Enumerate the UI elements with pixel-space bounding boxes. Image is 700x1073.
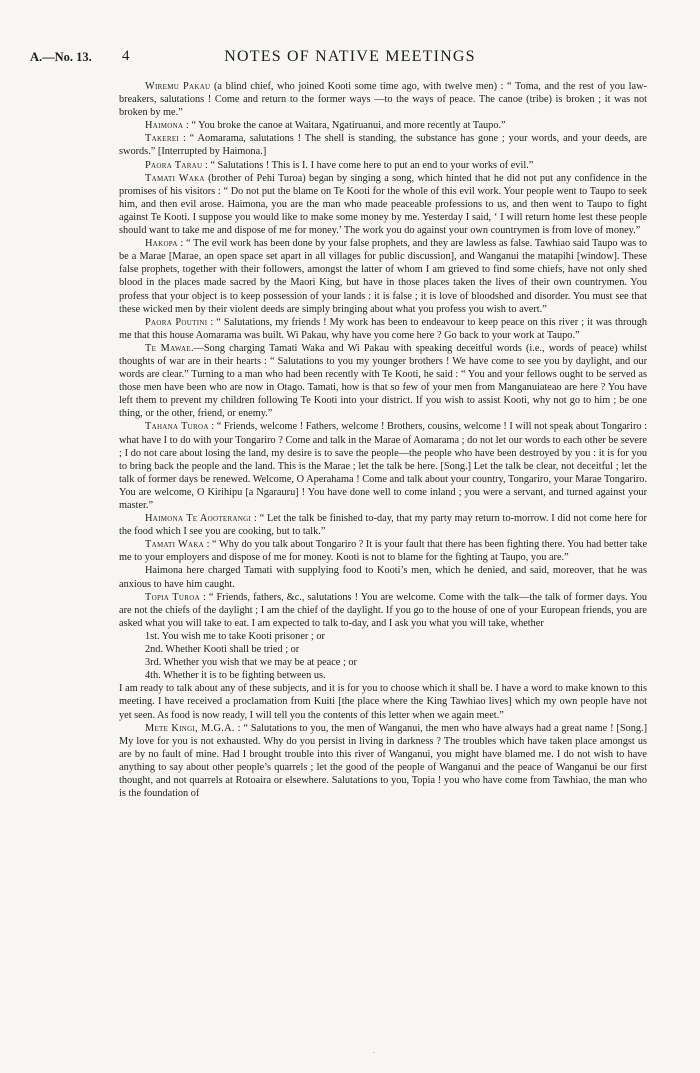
- paragraph-text: .—Song charging Tamati Waka and Wi Pakau with speaking deceitful words (i.e., words of peace) whilst thoughts of war are in their hearts : “ Salutations to you my younger brothers ! We have come to see you by daylight, and our words are clear.” Turning to a man who had been recently with Te Kooti, he said : “ You and your fellows ought to be served as those men have been who are now in Otago. Tamati, how is that so few of your men from Manganuiateao are here ? You have left them to prevent my children following Te Kooti into your district. If you wish to assist Kooti, why not go to him ; be one thing, or the other, friend, or enemy.”: [119, 342, 648, 420]
- paragraph: [119, 237, 647, 316]
- paragraph-text: (brother of Pehi Turoa) began by singing a song, which hinted that he did not put any confidence in the promises of his visitors : “ Do not put the blame on Te Kooti for the whole of this evil work. Your people went to Taupo to seek him, and then evil arose. Haimona, you are the man who made peaceable professions to us, and then went to Taupo to fight against Te Kooti. I suppose you would like to make some money by me. Yesterday I said, ‘ I will return home lest these people should want to take me and dispose of me for money.’ The work you do against your own countrymen is from love of money.”: [119, 172, 647, 237]
- paragraph: [119, 132, 647, 158]
- paragraph: [119, 512, 647, 538]
- paragraph: [119, 420, 647, 512]
- list-item: 4th. Whether it is to be fighting between us.: [145, 670, 326, 682]
- paragraph: [119, 119, 647, 132]
- paragraph-text: : “ The evil work has been done by your false prophets, and they are lawless as false. Tawhiao said Taupo was to be a Marae [Marae, an open space set apart in all villages for public discussion], and Wanganui the matapihi [window]. These false prophets, together with their followers, amongst the latter of whom I am grieved to find some chiefs, have not only shed blood in the places made sacred by the Maori King, but have in those places taken the lives of their own countrymen. You profess that your object is to keep possession of your lands : it is false ; it is love of bloodshed and disorder. You must see that these wicked men by their violent deeds are simply bringing about what you profess you wish to avert.”: [119, 238, 647, 315]
- speaker-name: Mete Kingi, M.G.A.: [145, 722, 235, 734]
- paragraph: [119, 159, 647, 172]
- paragraph-text: : “ Friends, fathers, &c., salutations ! You are welcome. Come with the talk—the talk of former days. You are not the chiefs of the daylight ; I am the chief of the daylight. If you go to the house of one of your European friends, you are asked what you will take to eat. I am expected to talk to-day, and I ask you what you will take, whether: [119, 591, 648, 629]
- paragraph-text: : “ Aomarama, salutations ! The shell is standing, the substance has gone ; your words, and your deeds, are swords.” [Interrupted by Haimona.]: [119, 133, 647, 158]
- paragraph-text: : “ Salutations ! This is I. I have come here to put an end to your works of evil.”: [202, 159, 534, 171]
- paragraph: [119, 172, 647, 237]
- paragraph-text: : “ Salutations to you, the men of Wanganui, the men who have always had a great name ! [Song.] My love for you is not exhausted. Why do you persist in living in darkness ? The troubles which have taken place amongst us are by no fault of mine. Had I brought trouble into this river of Wanganui, you might have blamed me. I do not wish to have anything to say about other people’s quarrels ; let the good of the people of Wanganui and the peace of Wanganui be our first thought, and not quarrels at Rotoaira or elsewhere. Salutations to you, Topia ! you who have come from Tawhiao, the man who is the foundation of: [119, 722, 647, 800]
- paragraph-text: : “ You broke the canoe at Waitara, Ngatiruanui, and more recently at Taupo.”: [183, 120, 506, 132]
- paragraph: [119, 538, 647, 564]
- paragraph: [119, 591, 647, 630]
- speaker-name: Paora Tarau: [145, 159, 203, 171]
- paper-reference: A.—No. 13.: [30, 50, 92, 64]
- paragraph-text: : “ Friends, welcome ! Fathers, welcome ! Brothers, cousins, welcome ! I will not speak about Tongariro : what have I to do with your Tongariro ? Come and talk in the Marae of Aomarama ; do not let our words to each other be severe ; I do not care about losing the land, my desire is to save the people—the people who have been destroyed by you : it is for you to bring back the people and the land. This is the Marae ; let the talk be here. [Song.] Let the talk be clear, not deceitful ; let the talk of former days be renewed. Welcome, O Aperahama ! Come and talk about your country, Tongariro, your Marae Tongariro. You are welcome, O Kirihipu [a Ngarauru] ! You have done well to come inland ; you were a servant, and turned against your master.”: [119, 421, 647, 511]
- page-header: [30, 48, 670, 70]
- paragraph-continuation: I am ready to talk about any of these subjects, and it is for you to choose which it shall be. I have a word to make known to this meeting. I have received a proclamation from Kuiti [the place where the King Tawhiao lives] which my own people have not yet seen. As food is now ready, I will tell you the contents of this letter when we again meet.”: [119, 683, 647, 721]
- paragraph-text: : “ Why do you talk about Tongariro ? It is your fault that there has been fighting there. You had better take me to your employers and dispose of me for money. Kooti is not to blame for the fighting at Taupo, you are.”: [119, 539, 648, 564]
- speaker-name: Haimona: [145, 120, 184, 132]
- paragraph-text: : “ Let the talk be finished to-day, that my party may return to-morrow. I did not come here for the food which I see you are cooking, but to talk.”: [119, 513, 647, 538]
- speaker-name: Tahana Turoa: [145, 421, 209, 433]
- paragraph: [119, 342, 647, 421]
- paragraph-text: (a blind chief, who joined Kooti some time ago, with twelve men) : “ Toma, and the rest of you law-breakers, salutations ! Come and return to the former ways —to the ways of peace. The canoe (tribe) is broken ; it was not broken by me.”: [119, 81, 647, 119]
- speaker-name: Te Mawae: [145, 342, 191, 354]
- page-mark: .: [373, 1046, 375, 1055]
- paragraph-text: Haimona here charged Tamati with supplying food to Kooti’s men, which he denied, and said, moreover, that he was anxious to have him caught.: [119, 565, 647, 590]
- page-title: NOTES OF NATIVE MEETINGS: [224, 48, 476, 65]
- paragraph: [119, 80, 647, 119]
- speaker-name: Takerei: [145, 133, 180, 145]
- speaker-name: Wiremu Pakau: [145, 81, 211, 92]
- speaker-name: Hakopa: [145, 238, 178, 250]
- page-number: 4: [122, 48, 130, 64]
- speaker-name: Haimona Te Aooterangi: [145, 513, 252, 525]
- paragraph-text: : “ Salutations, my friends ! My work has been to endeavour to keep peace on this river ; it was through me that this house Aomarama was built. Wi Pakau, why have you come here ? Go back to your work at Taupo.”: [119, 316, 647, 341]
- speaker-name: Paora Poutini: [145, 316, 208, 328]
- speaker-name: Topia Turoa: [145, 591, 200, 603]
- paragraph: [119, 722, 647, 801]
- speaker-name: Tamati Waka: [145, 172, 205, 184]
- list-item: 2nd. Whether Kooti shall be tried ; or: [145, 644, 300, 656]
- list-item: 1st. You wish me to take Kooti prisoner ; or: [145, 630, 325, 642]
- body-text: [119, 80, 647, 800]
- paragraph: [119, 564, 647, 590]
- list-item: 3rd. Whether you wish that we may be at peace ; or: [145, 657, 357, 669]
- paragraph: [119, 316, 647, 342]
- speaker-name: Tamati Waka: [145, 539, 205, 551]
